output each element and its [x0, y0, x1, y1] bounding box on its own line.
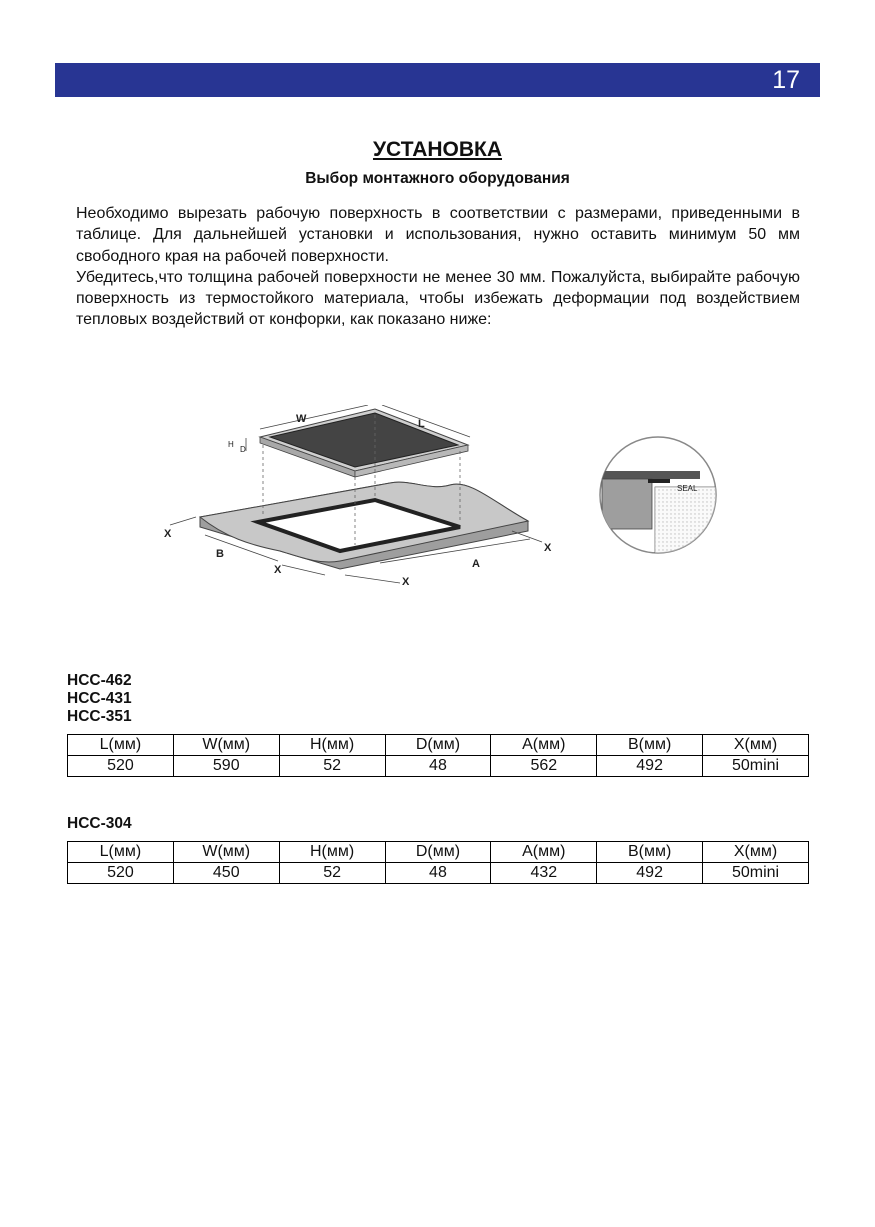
- header-cell: H(мм): [279, 735, 385, 756]
- label-b: B: [216, 548, 224, 560]
- page-number: 17: [772, 66, 800, 94]
- value-cell: 48: [385, 863, 491, 884]
- header-cell: A(мм): [491, 842, 597, 863]
- hob-illustration: [260, 409, 468, 477]
- value-cell: 520: [68, 756, 174, 777]
- installation-diagram: [150, 405, 730, 595]
- model-list-group-1: [67, 672, 132, 726]
- label-seal: SEAL: [677, 484, 698, 493]
- model-name: HCC-351: [67, 708, 132, 725]
- value-cell: 48: [385, 756, 491, 777]
- label-x-right: X: [544, 542, 552, 554]
- header-cell: H(мм): [279, 842, 385, 863]
- value-cell: 432: [491, 863, 597, 884]
- label-x-front: X: [274, 564, 282, 576]
- value-cell: 52: [279, 863, 385, 884]
- model-name: HCC-431: [67, 690, 132, 707]
- header-cell: W(мм): [173, 842, 279, 863]
- header-cell: W(мм): [173, 735, 279, 756]
- value-cell: 562: [491, 756, 597, 777]
- table-row: [68, 863, 809, 884]
- label-a: A: [472, 558, 480, 570]
- value-cell: 50mini: [703, 756, 809, 777]
- paragraph-1: Необходимо вырезать рабочую поверхность в соответствии с размерами, приведенными в таблице. Для дальнейшей установки и использования, нужно оставить минимум 50 мм свободного края на рабочей поверхности.: [76, 205, 800, 265]
- table-header-row: [68, 842, 809, 863]
- model-name: HCC-304: [67, 815, 132, 832]
- value-cell: 492: [597, 756, 703, 777]
- model-name: HCC-462: [67, 672, 132, 689]
- page-title: УСТАНОВКА: [372, 138, 503, 161]
- header-cell: D(мм): [385, 842, 491, 863]
- label-d: D: [240, 445, 246, 454]
- header-bar: [55, 63, 820, 97]
- label-x-left: X: [164, 528, 172, 540]
- label-l: L: [418, 418, 425, 430]
- header-cell: D(мм): [385, 735, 491, 756]
- label-h: H: [228, 440, 234, 449]
- table-row: [68, 756, 809, 777]
- label-x-bottom: X: [402, 576, 410, 588]
- header-cell: B(мм): [597, 842, 703, 863]
- value-cell: 520: [68, 863, 174, 884]
- model-list-group-2: [67, 815, 132, 833]
- label-w: W: [296, 413, 307, 425]
- header-cell: B(мм): [597, 735, 703, 756]
- instructions-text: [76, 203, 800, 331]
- header-cell: X(мм): [703, 842, 809, 863]
- section-subtitle: Выбор монтажного оборудования: [305, 170, 570, 187]
- paragraph-2: Убедитесь,что толщина рабочей поверхности не менее 30 мм. Пожалуйста, выбирайте рабочую поверхность из термостойкого материала, чтобы избежать деформации под воздействием тепловых воздействий от конфорки, как показано ниже:: [76, 268, 800, 329]
- seal-detail-illustration: [600, 437, 725, 557]
- value-cell: 590: [173, 756, 279, 777]
- dimensions-table-2: [67, 841, 809, 884]
- header-cell: X(мм): [703, 735, 809, 756]
- header-cell: A(мм): [491, 735, 597, 756]
- countertop-illustration: [200, 482, 528, 569]
- value-cell: 450: [173, 863, 279, 884]
- value-cell: 52: [279, 756, 385, 777]
- header-cell: L(мм): [68, 735, 174, 756]
- value-cell: 50mini: [703, 863, 809, 884]
- dimensions-table-1: [67, 734, 809, 777]
- table-header-row: [68, 735, 809, 756]
- value-cell: 492: [597, 863, 703, 884]
- header-cell: L(мм): [68, 842, 174, 863]
